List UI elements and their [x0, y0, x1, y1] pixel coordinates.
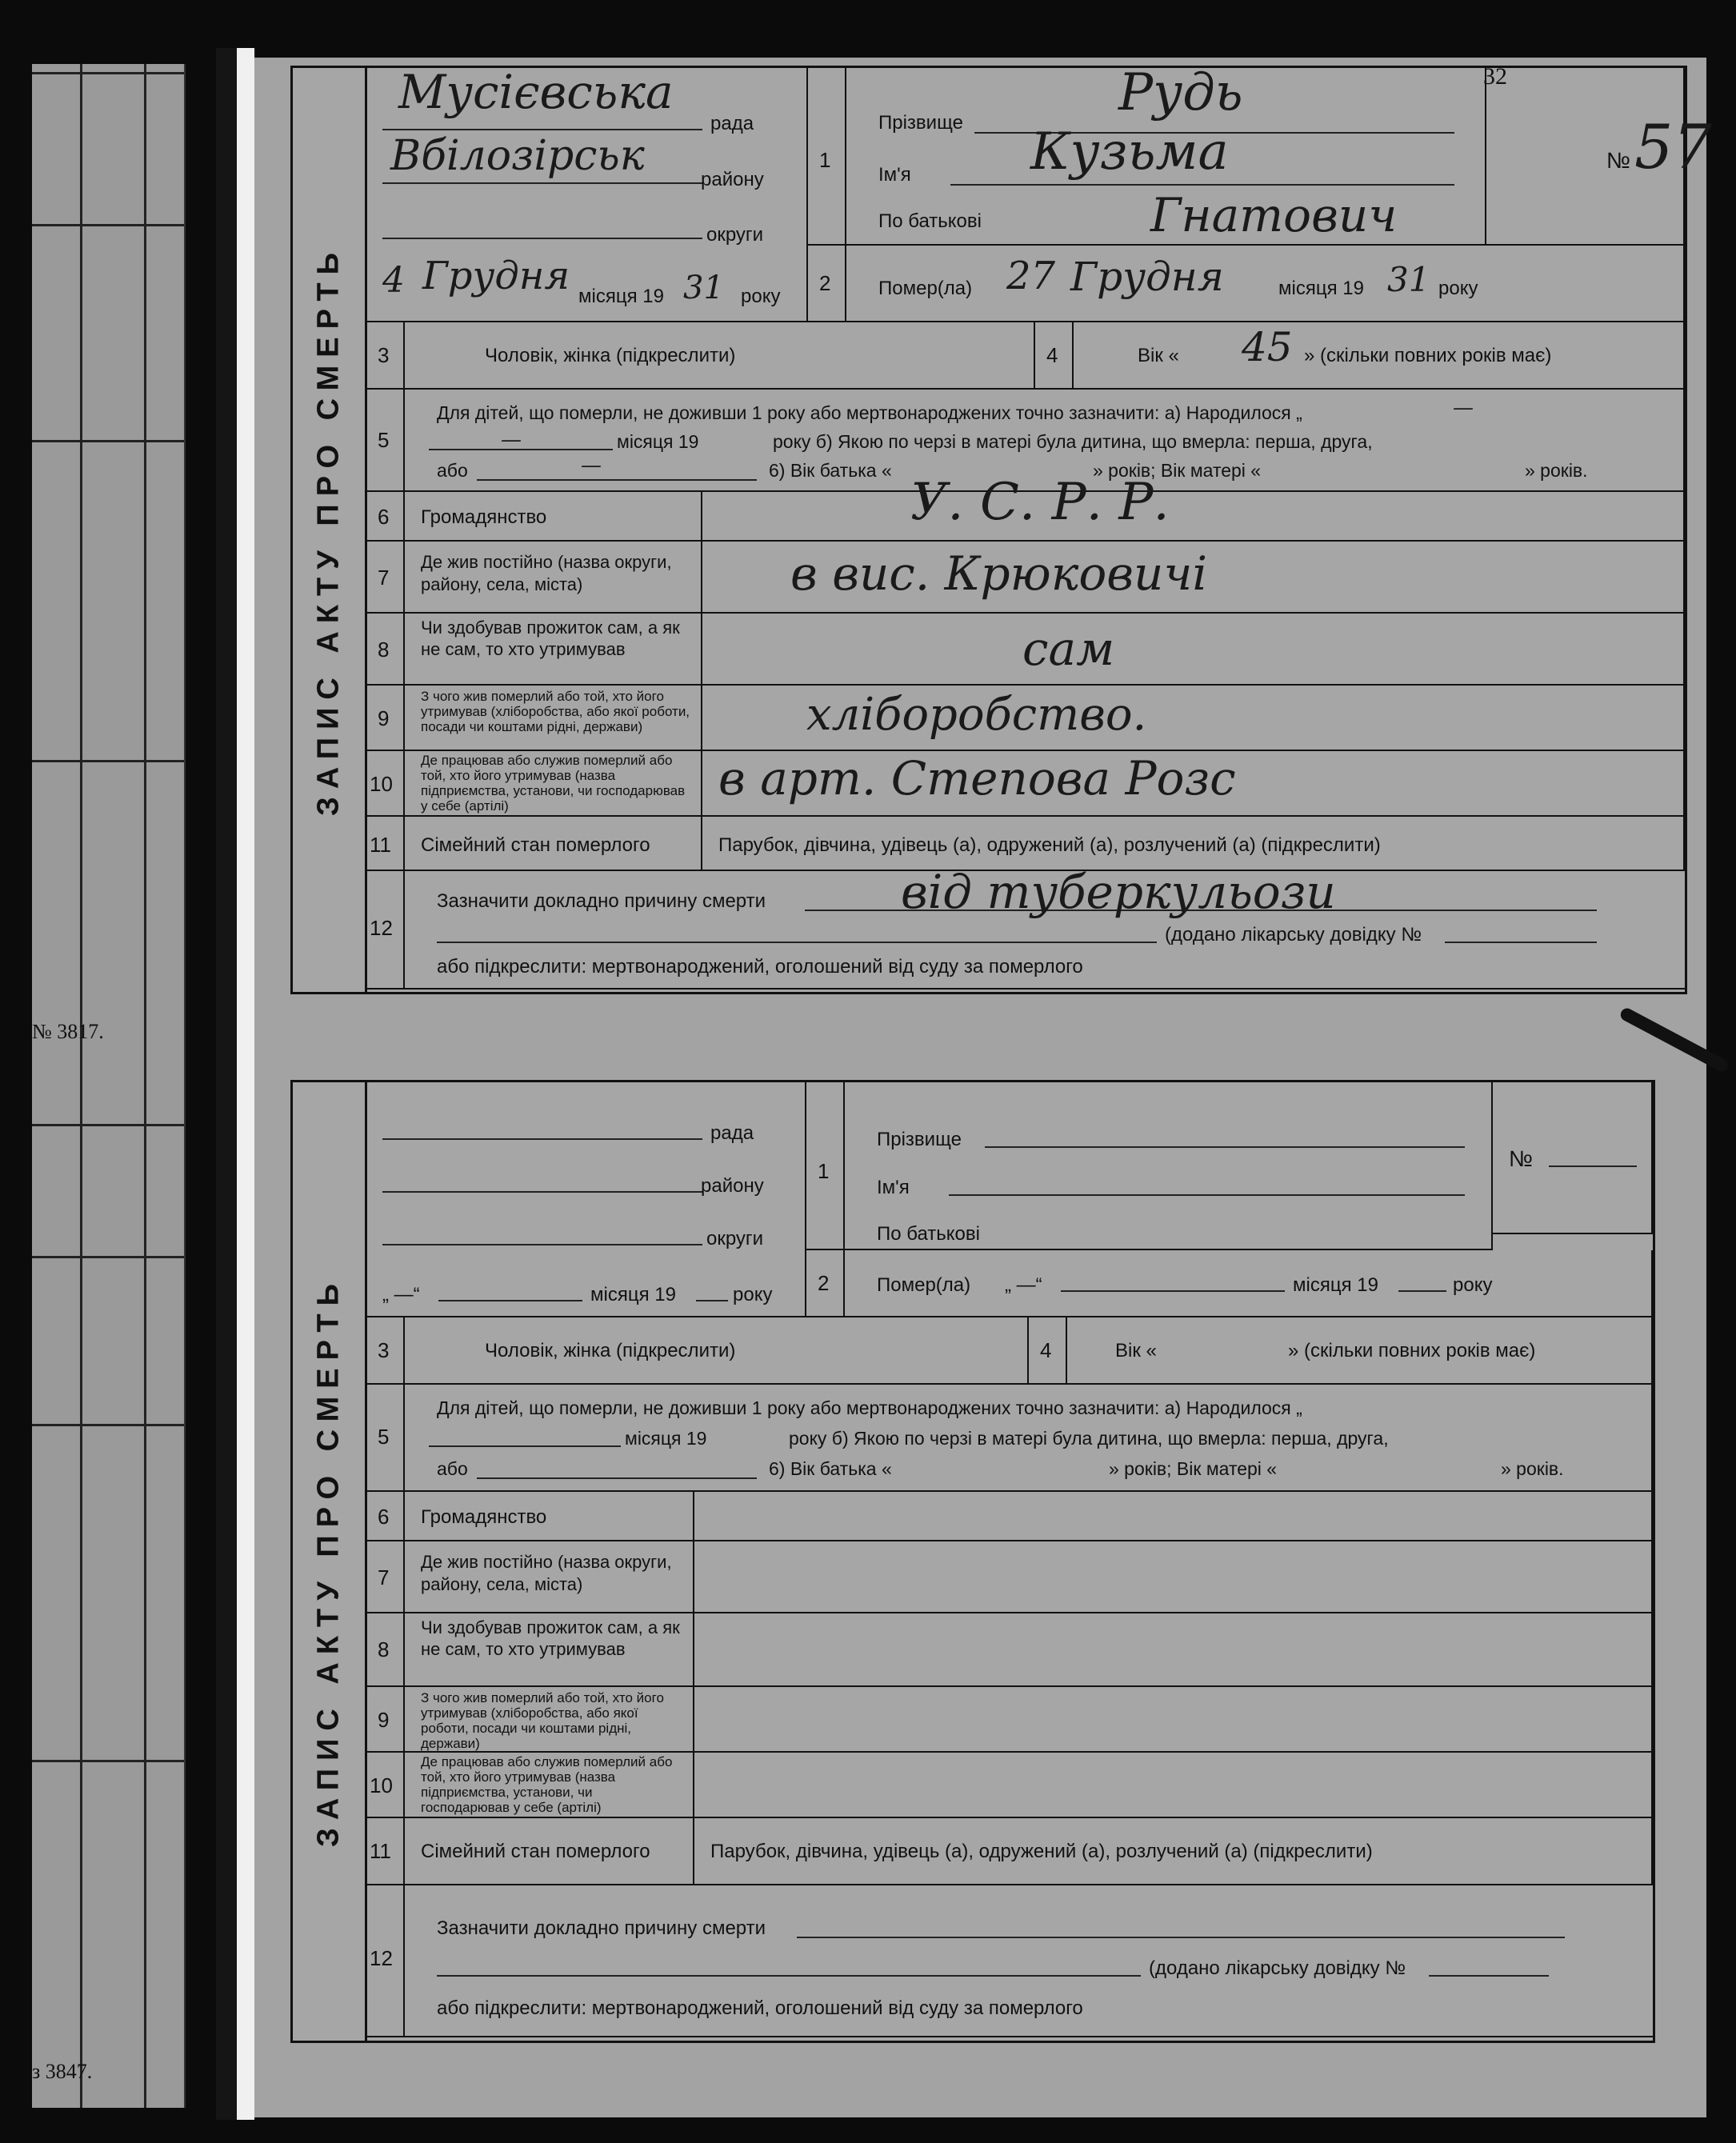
rule-line: [32, 440, 184, 442]
month-line: [438, 1300, 582, 1301]
row-number-cell: 2: [808, 246, 846, 322]
rada-label: рада: [710, 1122, 754, 1144]
name-value: Кузьма: [1030, 122, 1229, 182]
rada-line: [382, 1138, 702, 1140]
occupation-label-cell-2: [405, 1687, 694, 1753]
patronymic-label: По батькові: [877, 1223, 980, 1245]
rayon-value: Вбілозірськ: [390, 132, 645, 180]
marital-label: Сімейний стан померлого: [421, 834, 650, 856]
citizenship-label-cell-2: [405, 1492, 694, 1541]
row-number-cell: 6: [366, 1492, 405, 1541]
rule-line: [32, 1256, 184, 1258]
death-month-label: місяця 19: [1278, 278, 1364, 299]
children-line-3b: 6) Вік батька «: [769, 1458, 892, 1479]
livelihood-label-cell-2: [405, 1613, 694, 1687]
children-line-2: місяця 19: [625, 1428, 707, 1449]
row-number-cell: 6: [366, 492, 405, 542]
citizenship-label-cell: [405, 492, 702, 542]
died-label: Помер(ла): [877, 1274, 971, 1296]
children-line-1: Для дітей, що померли, не доживши 1 року або мертвонароджених точно зазначити: а) Народилося „: [437, 1397, 1302, 1418]
row-number-cell: 7: [366, 1541, 405, 1613]
year-label: року: [733, 1284, 773, 1305]
age-cell: [1074, 322, 1685, 390]
registry-office-block: [366, 65, 808, 322]
sex-cell-2: [405, 1317, 1029, 1385]
workplace-label-cell-2: [405, 1753, 694, 1818]
rule-line: [32, 1124, 184, 1126]
name-block-2: [845, 1082, 1493, 1250]
residence-label: Де жив постійно (назва округи, району, села, міста): [421, 552, 672, 594]
row-number-cell: 4: [1035, 322, 1074, 390]
marital-label: Сімейний стан померлого: [421, 1841, 650, 1862]
number-line: [1549, 1165, 1637, 1167]
record-number-cell-2: [1493, 1082, 1653, 1234]
certificate-line: [1445, 942, 1597, 943]
cause-line: [797, 1937, 1565, 1938]
rada-label: рада: [710, 113, 754, 134]
death-month-label: місяця 19: [1293, 1274, 1378, 1296]
sex-label: Чоловік, жінка (підкреслити): [485, 345, 736, 366]
rada-value: Мусієвська: [398, 65, 674, 119]
row-number-cell: 3: [366, 1317, 405, 1385]
register-page: [254, 58, 1712, 2117]
record-number-cell: [1483, 63, 1712, 246]
rayon-line: [382, 1191, 702, 1193]
number-label: №: [1509, 1146, 1534, 1171]
rule-line: [32, 1760, 184, 1762]
surname-label: Прізвище: [877, 1129, 962, 1150]
month-label: місяця 19: [590, 1284, 676, 1305]
children-line-3a: або: [437, 1458, 468, 1479]
okrugy-line: [382, 238, 702, 239]
page-edge: [237, 48, 254, 2120]
stillborn-label: або підкреслити: мертвонароджений, оголошений від суду за померлого: [437, 1997, 1083, 2019]
death-date-block: [846, 246, 1685, 322]
children-day-value: —: [501, 428, 522, 452]
workplace-value-cell: [702, 751, 1685, 817]
stillborn-label: або підкреслити: мертвонароджений, оголошений від суду за померлого: [437, 956, 1083, 978]
certificate-label: (додано лікарську довідку №: [1165, 924, 1422, 946]
livelihood-value: сам: [1022, 622, 1115, 676]
record-year: 31: [683, 270, 724, 306]
marital-options: Парубок, дівчина, удівець (а), одружений (а), розлучений (а) (підкреслити): [718, 834, 1381, 856]
year-line: [696, 1300, 728, 1301]
children-line-3a: або: [437, 460, 468, 481]
row-number-cell: 12: [366, 1885, 405, 2037]
row-number-cell: 3: [366, 322, 405, 390]
row-number-cell: 5: [366, 1385, 405, 1492]
rule-line: [32, 760, 184, 762]
workplace-value: в арт. Степова Розс: [718, 751, 1236, 806]
occupation-value-cell-2: [694, 1687, 1653, 1753]
livelihood-label: Чи здобував прожиток сам, а як не сам, то хто утримував: [421, 1617, 680, 1659]
row-number-cell: 4: [1029, 1317, 1067, 1385]
record-month: Грудня: [422, 254, 570, 298]
previous-page-strip: [32, 64, 186, 2108]
workplace-label: Де працював або служив померлий або той, хто його утримував (назва підприємства, установи, чи господарював у себе (артілі): [421, 753, 686, 814]
occupation-value-cell: [702, 686, 1685, 751]
row-number-cell: 9: [366, 686, 405, 751]
marital-label-cell: [405, 817, 702, 871]
sheet-number: 32: [1483, 63, 1507, 90]
children-line-2b: року б) Якою по черзі в матері була дитина, що вмерла: перша, друга,: [773, 431, 1373, 452]
record-day: 4: [382, 260, 405, 301]
certificate-line: [1429, 1975, 1549, 1977]
patronymic-label: По батькові: [878, 210, 982, 232]
death-month-line: [1061, 1290, 1285, 1292]
children-born-value: —: [1453, 396, 1474, 420]
cause-line-2: [437, 942, 1157, 943]
occupation-label-cell: [405, 686, 702, 751]
age-label: Вік «: [1138, 345, 1179, 366]
surname-value: Рудь: [1118, 63, 1243, 122]
row-number-cell: 8: [366, 614, 405, 686]
okrugy-line: [382, 1244, 702, 1245]
rayon-line: [382, 182, 702, 184]
row-number-cell: 12: [366, 871, 405, 990]
died-label: Помер(ла): [878, 278, 973, 299]
residence-label-cell-2: [405, 1541, 694, 1613]
marital-options-cell: [702, 817, 1685, 871]
cause-line-2: [437, 1975, 1141, 1977]
death-year-line: [1398, 1290, 1446, 1292]
form-title-2: ЗАПИС АКТУ ПРО СМЕРТЬ: [293, 1082, 367, 2041]
cause-cell-2: [405, 1885, 1653, 2037]
death-year-label: року: [1453, 1274, 1493, 1296]
pencil-mark: [1618, 1006, 1730, 1074]
residence-value-cell-2: [694, 1541, 1653, 1613]
age-value: 45: [1242, 324, 1293, 370]
citizenship-value-cell-2: [694, 1492, 1653, 1541]
citizenship-value-cell: [702, 473, 1685, 542]
children-day-line: [429, 1445, 621, 1447]
children-line-3b: 6) Вік батька «: [769, 460, 892, 481]
children-line-3c: » років; Вік матері «: [1093, 460, 1262, 481]
death-day: 27: [1006, 254, 1056, 298]
row-number-cell: 2: [806, 1250, 845, 1317]
name-line: [950, 184, 1454, 186]
death-month: Грудня: [1070, 254, 1224, 300]
occupation-label: З чого жив померлий або той, хто його утримував (хліборобства, або якої роботи, посади чи коштами рідні, держави): [421, 689, 690, 734]
row-number-cell: 11: [366, 1818, 405, 1885]
patronymic-value: Гнатович: [1150, 188, 1398, 242]
okrugy-label: округи: [706, 224, 764, 246]
citizenship-label: Громадянство: [421, 506, 547, 528]
children-cell-2: [405, 1385, 1653, 1492]
name-line: [949, 1194, 1465, 1196]
children-line-2b: року б) Якою по черзі в матері була дитина, що вмерла: перша, друга,: [789, 1428, 1389, 1449]
workplace-value-cell-2: [694, 1753, 1653, 1818]
livelihood-value-cell: [702, 614, 1685, 686]
workplace-label: Де працював або служив померлий або той, хто його утримував (назва підприємства, установи, чи господарював у себе (артілі): [421, 1754, 673, 1815]
cause-value: від туберкульози: [901, 865, 1336, 919]
cause-label: Зазначити докладно причину смерти: [437, 890, 766, 912]
form-title: ЗАПИС АКТУ ПРО СМЕРТЬ: [293, 68, 367, 992]
death-record-form-1: [290, 63, 1712, 994]
row-number-cell: 11: [366, 817, 405, 871]
left-record-number: № 3817.: [32, 1020, 104, 1043]
name-block: [846, 63, 1486, 246]
children-or-value: —: [581, 454, 602, 478]
age-label: Вік «: [1115, 1340, 1157, 1361]
okrugy-label: округи: [706, 1228, 764, 1249]
marital-options-cell-2: [694, 1818, 1653, 1885]
cause-label: Зазначити докладно причину смерти: [437, 1917, 766, 1939]
row-number-cell: 1: [806, 1082, 845, 1250]
row-number-cell: 5: [366, 390, 405, 492]
children-or-line: [477, 1477, 757, 1479]
month-label: місяця 19: [578, 286, 664, 307]
citizenship-label: Громадянство: [421, 1506, 547, 1528]
row-number-cell: 8: [366, 1613, 405, 1687]
children-line-3d: » років.: [1501, 1458, 1564, 1479]
rayon-label: району: [701, 169, 764, 190]
row-number-cell: 9: [366, 1687, 405, 1753]
age-cell-2: [1067, 1317, 1653, 1385]
death-year-label: року: [1438, 278, 1478, 299]
year-label: року: [741, 286, 781, 307]
rule-line: [80, 64, 82, 2108]
residence-value-cell: [702, 542, 1685, 614]
death-record-form-2: [290, 1080, 1655, 2043]
marital-label-cell-2: [405, 1818, 694, 1885]
occupation-value: хліборобство.: [806, 689, 1147, 741]
citizenship-value: У. С. Р. Р.: [910, 473, 1170, 532]
rule-line: [32, 224, 184, 226]
certificate-label: (додано лікарську довідку №: [1149, 1957, 1406, 1979]
children-or-line: [477, 479, 757, 481]
cause-cell: [405, 865, 1685, 990]
children-line-1: Для дітей, що померли, не доживши 1 року або мертвонароджених точно зазначити: а) Народилося „: [437, 402, 1302, 423]
children-line-3d: » років.: [1525, 460, 1588, 481]
row-number-cell: 10: [366, 751, 405, 817]
residence-label-cell: [405, 542, 702, 614]
rule-line: [144, 64, 146, 2108]
residence-value: в вис. Крюковичі: [790, 546, 1208, 601]
left-record-number-bottom: з 3847.: [32, 2060, 93, 2083]
death-date-block-2: Помер(ла) „ —“ місяця 19 року: [845, 1250, 1653, 1317]
livelihood-label-cell: [405, 614, 702, 686]
registry-office-block-2: рада району округи „ —“ місяця 19 року: [366, 1082, 806, 1317]
row-number-cell: 1: [808, 68, 846, 246]
age-tail-label: » (скільки повних років має): [1288, 1340, 1536, 1361]
rada-line: [382, 129, 702, 130]
death-year: 31: [1387, 260, 1430, 299]
livelihood-label: Чи здобував прожиток сам, а як не сам, то хто утримував: [421, 618, 680, 659]
residence-label: Де жив постійно (назва округи, району, села, міста): [421, 1552, 672, 1594]
row-number-cell: 7: [366, 542, 405, 614]
surname-label: Прізвище: [878, 112, 963, 134]
children-line-3c: » років; Вік матері «: [1109, 1458, 1278, 1479]
sex-cell: [405, 322, 1035, 390]
marital-options: Парубок, дівчина, удівець (а), одружений (а), розлучений (а) (підкреслити): [710, 1841, 1373, 1862]
rule-line: [32, 72, 184, 74]
number-label: №: [1606, 148, 1631, 173]
record-number: 57: [1634, 111, 1712, 182]
occupation-label: З чого жив померлий або той, хто його утримував (хліборобства, або якої роботи, посади чи коштами рідні, держави): [421, 1690, 664, 1751]
workplace-label-cell: [405, 751, 702, 817]
sex-label: Чоловік, жінка (підкреслити): [485, 1340, 736, 1361]
name-label: Ім'я: [878, 164, 911, 186]
name-label: Ім'я: [877, 1177, 910, 1198]
rule-line: [32, 1424, 184, 1426]
rayon-label: району: [701, 1175, 764, 1197]
age-tail-label: » (скільки повних років має): [1304, 345, 1552, 366]
surname-line: [985, 1146, 1465, 1148]
livelihood-value-cell-2: [694, 1613, 1653, 1687]
row-number-cell: 10: [366, 1753, 405, 1818]
children-line-2: місяця 19: [617, 431, 699, 452]
